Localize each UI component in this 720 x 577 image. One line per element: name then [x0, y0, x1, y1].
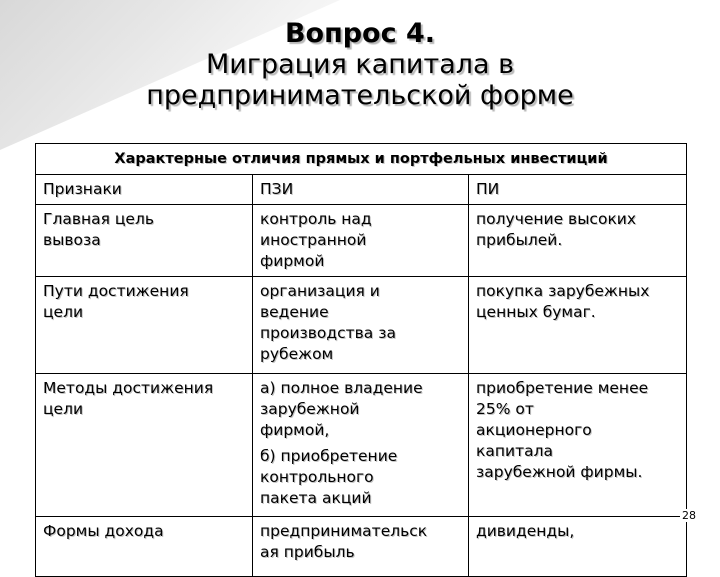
cell-text: рубежом: [260, 345, 334, 363]
cell-text: ведение: [260, 303, 329, 321]
cell-text: организация и: [260, 282, 380, 300]
cell-text: 25% от: [476, 400, 534, 418]
slide-title: [60, 18, 660, 111]
cell-text: Формы дохода: [43, 522, 164, 540]
cell-text: получение высоких: [476, 210, 637, 228]
cell-text: иностранной: [260, 231, 367, 249]
row-pi: [469, 205, 687, 277]
row-feature: [36, 374, 253, 517]
cell-text: контрольного: [260, 468, 374, 486]
cell-text: дивиденды,: [476, 522, 575, 540]
table-caption: Характерные отличия прямых и портфельных инвестиций: [36, 144, 687, 175]
cell-text: приобретение менее: [476, 379, 649, 397]
row-pi: [469, 374, 687, 517]
cell-text: контроль над: [260, 210, 372, 228]
table-row: [36, 517, 687, 577]
cell-text: покупка зарубежных: [476, 282, 650, 300]
cell-text: капитала: [476, 442, 554, 460]
cell-text: предпринимательск: [260, 522, 428, 540]
page-number: 28: [682, 509, 696, 522]
comparison-table: [35, 143, 687, 577]
cell-text: ценных бумаг.: [476, 303, 596, 321]
table-header-row: [36, 175, 687, 205]
row-feature: [36, 205, 253, 277]
table-row: [36, 277, 687, 374]
row-pzi: [253, 205, 469, 277]
row-feature: [36, 277, 253, 374]
table-row: [36, 374, 687, 517]
cell-text: Методы достижения: [43, 379, 214, 397]
header-pzi: ПЗИ: [253, 175, 469, 205]
row-pzi: [253, 517, 469, 577]
cell-text: фирмой: [260, 252, 325, 270]
row-feature: [36, 517, 253, 577]
cell-text: Пути достижения: [43, 282, 189, 300]
cell-text: ая прибыль: [260, 543, 355, 561]
title-line-1: Миграция капитала в: [205, 49, 515, 80]
row-pzi: [253, 374, 469, 517]
cell-text: зарубежной фирмы.: [476, 463, 643, 481]
title-question-number: Вопрос 4.: [284, 18, 436, 49]
table-caption-row: [36, 144, 687, 175]
row-pzi: [253, 277, 469, 374]
cell-text: акционерного: [476, 421, 592, 439]
cell-text: цели: [43, 303, 84, 321]
header-pi: ПИ: [469, 175, 687, 205]
cell-text: а) полное владение: [260, 379, 423, 397]
cell-text: б) приобретение: [260, 447, 398, 465]
cell-text: производства за: [260, 324, 396, 342]
cell-text: Главная цель: [43, 210, 155, 228]
cell-text: прибылей.: [476, 231, 563, 249]
row-pi: [469, 517, 687, 577]
cell-text: вывоза: [43, 231, 101, 249]
cell-text: зарубежной: [260, 400, 360, 418]
row-pi: [469, 277, 687, 374]
cell-text: пакета акций: [260, 489, 372, 507]
cell-text: фирмой,: [260, 421, 330, 439]
cell-text: цели: [43, 400, 84, 418]
header-features: Признаки: [36, 175, 253, 205]
title-line-2: предпринимательской форме: [146, 80, 574, 111]
table-row: [36, 205, 687, 277]
